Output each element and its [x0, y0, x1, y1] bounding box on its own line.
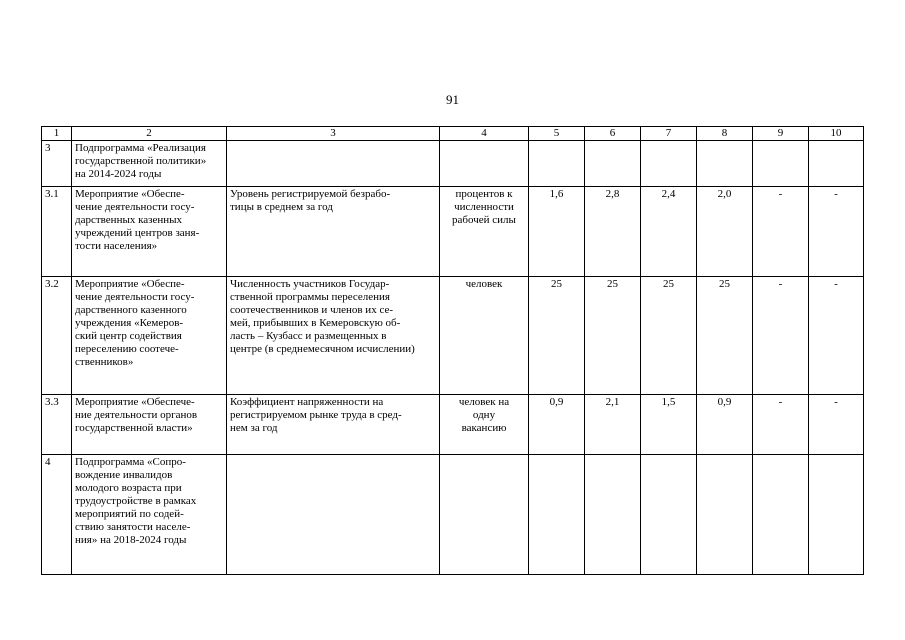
header-cell: 6	[585, 127, 641, 141]
row-value	[753, 455, 809, 575]
row-value: 25	[697, 277, 753, 395]
header-cell: 5	[529, 127, 585, 141]
row-value: 1,6	[529, 187, 585, 277]
row-value	[529, 141, 585, 187]
row-value: -	[753, 187, 809, 277]
row-value: 2,4	[641, 187, 697, 277]
row-value: 0,9	[697, 395, 753, 455]
table-header-row	[42, 127, 864, 141]
header-cell: 2	[72, 127, 227, 141]
header-cell: 10	[809, 127, 864, 141]
table-row	[42, 395, 864, 455]
row-value: 2,8	[585, 187, 641, 277]
page-number: 91	[446, 92, 459, 107]
row-indicator	[227, 455, 440, 575]
row-name-text: Подпрограмма «Реализация государственной политики» на 2014-2024 годы	[75, 142, 207, 180]
row-value	[809, 455, 864, 575]
row-value: 2,0	[697, 187, 753, 277]
row-name	[72, 455, 227, 575]
table-row	[42, 187, 864, 277]
row-unit	[440, 455, 529, 575]
row-unit	[440, 277, 529, 395]
row-value: 1,5	[641, 395, 697, 455]
header-cell: 3	[227, 127, 440, 141]
row-name	[72, 395, 227, 455]
row-name-text: Мероприятие «Обеспече- ние деятельности органов государственной власти»	[75, 396, 198, 434]
row-value: 25	[585, 277, 641, 395]
row-unit	[440, 395, 529, 455]
row-value: 25	[529, 277, 585, 395]
row-value	[809, 141, 864, 187]
row-unit	[440, 141, 529, 187]
row-number: 3.2	[42, 277, 72, 395]
row-indicator	[227, 395, 440, 455]
row-indicator	[227, 187, 440, 277]
row-value	[641, 455, 697, 575]
table-row	[42, 141, 864, 187]
row-name-text: Мероприятие «Обеспе- чение деятельности госу- дарственных казенных учреждений центров заня- тости населения»	[75, 188, 200, 252]
header-cell: 9	[753, 127, 809, 141]
header-cell: 7	[641, 127, 697, 141]
row-value: 0,9	[529, 395, 585, 455]
row-number: 4	[42, 455, 72, 575]
row-indicator-text: Уровень регистрируемой безрабо- тицы в среднем за год	[230, 188, 391, 213]
row-value: 25	[641, 277, 697, 395]
row-name	[72, 187, 227, 277]
row-value: -	[809, 187, 864, 277]
table-row	[42, 455, 864, 575]
row-indicator-text: Коэффициент напряженности на регистрируемом рынке труда в сред- нем за год	[230, 396, 402, 434]
row-value	[753, 141, 809, 187]
row-value	[697, 455, 753, 575]
row-indicator-text: Численность участников Государ- ственной программы переселения соотечественников и членов их се- мей, прибывших в Кемеровскую об- ласть – Кузбасс и размещенных в центре (в среднемесячном исчислении)	[230, 278, 415, 355]
row-value: -	[753, 277, 809, 395]
header-cell: 1	[42, 127, 72, 141]
row-name	[72, 141, 227, 187]
header-cell: 8	[697, 127, 753, 141]
row-name-text: Подпрограмма «Сопро- вождение инвалидов молодого возраста при трудоустройстве в рамках мероприятий по содей- ствию занятости населе- ния» на 2018-2024 годы	[75, 456, 197, 546]
table-row	[42, 277, 864, 395]
row-name-text: Мероприятие «Обеспе- чение деятельности госу- дарственного казенного учреждения «Кемеров- ский центр содействия переселению соотече- ственников»	[75, 278, 195, 368]
row-name	[72, 277, 227, 395]
row-number: 3.1	[42, 187, 72, 277]
row-unit-text: процентов к численности рабочей силы	[452, 188, 516, 226]
row-value: -	[809, 277, 864, 395]
row-value	[585, 141, 641, 187]
row-value: -	[809, 395, 864, 455]
row-unit-text: человек	[465, 278, 503, 290]
row-value	[697, 141, 753, 187]
row-value	[529, 455, 585, 575]
row-value: -	[753, 395, 809, 455]
header-cell: 4	[440, 127, 529, 141]
row-value: 2,1	[585, 395, 641, 455]
row-number: 3.3	[42, 395, 72, 455]
indicators-table	[41, 126, 864, 575]
row-indicator	[227, 277, 440, 395]
row-number: 3	[42, 141, 72, 187]
row-value	[641, 141, 697, 187]
row-unit-text: человек на одну вакансию	[458, 396, 510, 434]
row-unit	[440, 187, 529, 277]
row-indicator	[227, 141, 440, 187]
row-value	[585, 455, 641, 575]
